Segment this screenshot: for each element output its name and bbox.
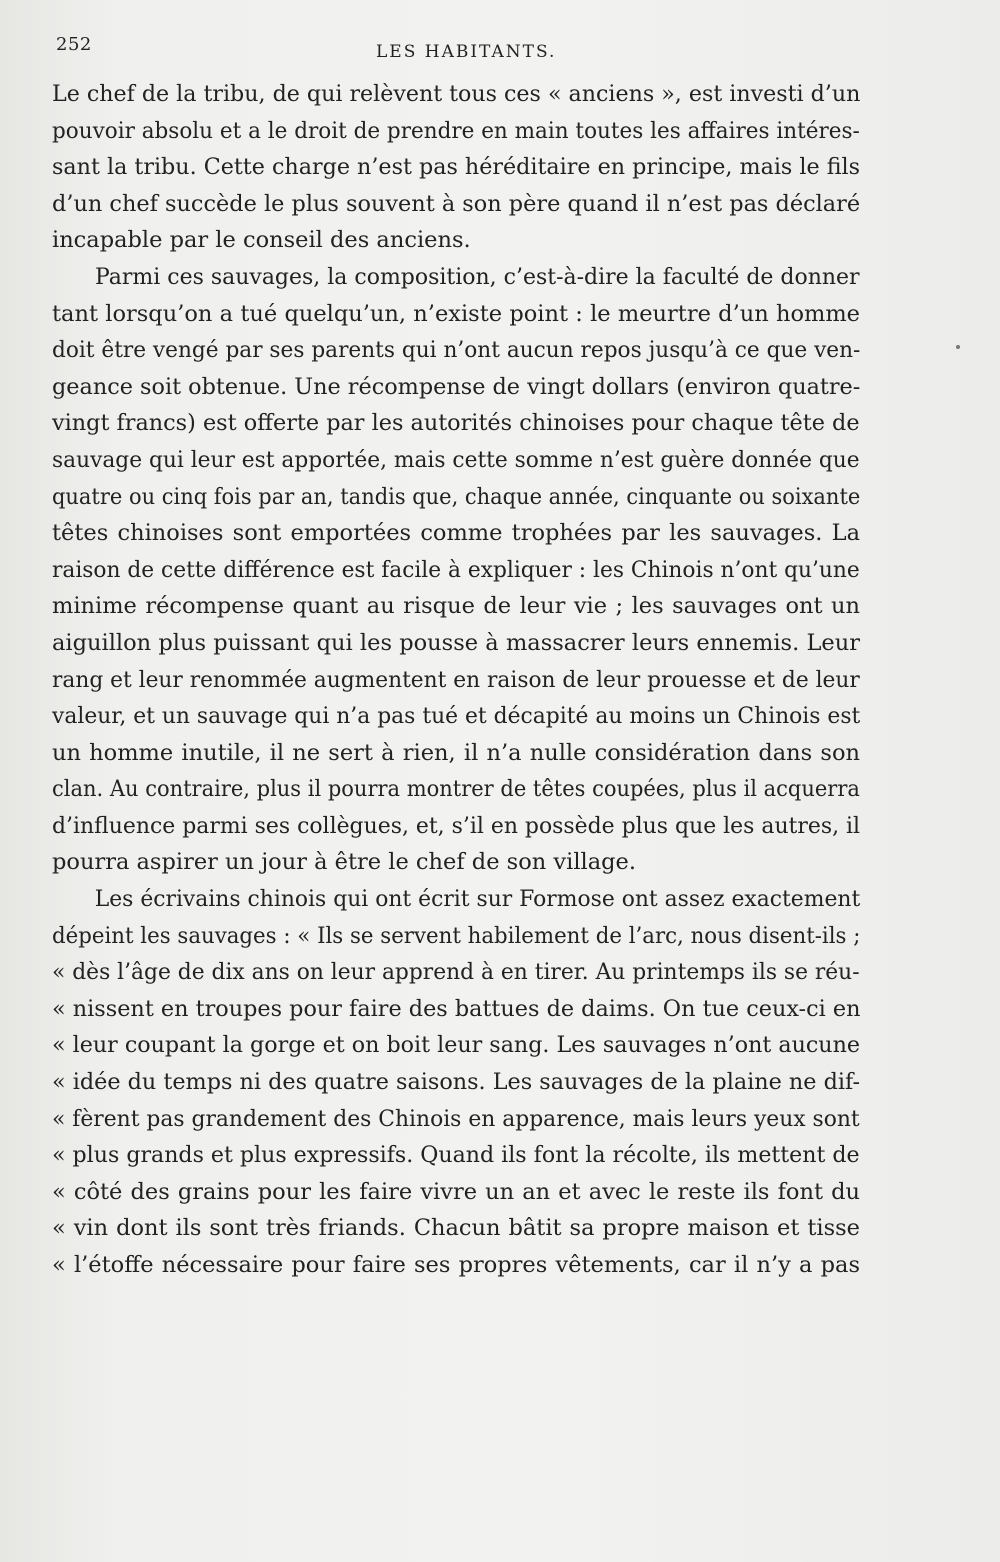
text-line: raison de cette différence est facile à expliquer : les Chinois n’ont qu’une: [52, 556, 860, 583]
body-text: [52, 76, 860, 1284]
text-line: dépeint les sauvages : « Ils se servent habilement de l’arc, nous disent-ils ;: [52, 922, 861, 949]
text-line: « plus grands et plus expressifs. Quand ils font la récolte, ils mettent de: [52, 1142, 860, 1169]
text-line: d’un chef succède le plus souvent à son père quand il n’est pas déclaré: [52, 190, 861, 217]
text-line: tant lorsqu’on a tué quelqu’un, n’existe point : le meurtre d’un homme: [52, 300, 860, 327]
text-line: rang et leur renommée augmentent en raison de leur prouesse et de leur: [52, 666, 860, 693]
text-line: têtes chinoises sont emportées comme trophées par les sauvages. La: [52, 520, 860, 547]
paper-speck: [956, 345, 960, 349]
text-line: « dès l’âge de dix ans on leur apprend à en tirer. Au printemps ils se réu-: [52, 959, 860, 986]
text-line: quatre ou cinq fois par an, tandis que, chaque année, cinquante ou soixante: [52, 483, 861, 510]
text-line: « idée du temps ni des quatre saisons. Les sauvages de la plaine ne dif-: [52, 1069, 860, 1096]
text-line: aiguillon plus puissant qui les pousse à massacrer leurs ennemis. Leur: [52, 629, 860, 656]
page-number: 252: [56, 34, 92, 55]
text-line: « nissent en troupes pour faire des battues de daims. On tue ceux-ci en: [52, 995, 861, 1022]
text-line: « vin dont ils sont très friands. Chacun bâtit sa propre maison et tisse: [52, 1215, 860, 1242]
running-head: LES HABITANTS.: [376, 42, 557, 62]
text-line: clan. Au contraire, plus il pourra montrer de têtes coupées, plus il acquerra: [52, 776, 860, 803]
text-line: « l’étoffe nécessaire pour faire ses propres vêtements, car il n’y a pas: [52, 1252, 860, 1278]
text-line: Parmi ces sauvages, la composition, c’est-à-dire la faculté de donner: [94, 263, 860, 290]
text-line: un homme inutile, il ne sert à rien, il n’a nulle considération dans son: [52, 739, 860, 766]
text-line: vingt francs) est offerte par les autorités chinoises pour chaque tête de: [52, 410, 860, 437]
text-line: minime récompense quant au risque de leur vie ; les sauvages ont un: [52, 593, 860, 620]
text-line: geance soit obtenue. Une récompense de vingt dollars (environ quatre-: [52, 373, 861, 400]
text-line: incapable par le conseil des anciens.: [52, 227, 471, 254]
text-line: sant la tribu. Cette charge n’est pas héréditaire en principe, mais le fils: [52, 154, 861, 181]
text-line: Le chef de la tribu, de qui relèvent tous ces « anciens », est investi d’un: [52, 81, 861, 107]
text-line: pourra aspirer un jour à être le chef de son village.: [52, 849, 637, 876]
text-line: pouvoir absolu et a le droit de prendre en main toutes les affaires intéres-: [52, 117, 860, 144]
text-line: Les écrivains chinois qui ont écrit sur Formose ont assez exactement: [94, 886, 861, 913]
text-line: d’influence parmi ses collègues, et, s’il en possède plus que les autres, il: [52, 812, 861, 839]
text-line: « fèrent pas grandement des Chinois en apparence, mais leurs yeux sont: [52, 1105, 860, 1132]
text-line: sauvage qui leur est apportée, mais cette somme n’est guère donnée que: [52, 446, 860, 473]
text-line: doit être vengé par ses parents qui n’ont aucun repos jusqu’à ce que ven-: [52, 337, 861, 364]
text-line: « leur coupant la gorge et on boit leur sang. Les sauvages n’ont aucune: [52, 1032, 861, 1059]
text-line: « côté des grains pour les faire vivre un an et avec le reste ils font du: [52, 1178, 860, 1205]
text-line: valeur, et un sauvage qui n’a pas tué et décapité au moins un Chinois est: [52, 703, 861, 730]
